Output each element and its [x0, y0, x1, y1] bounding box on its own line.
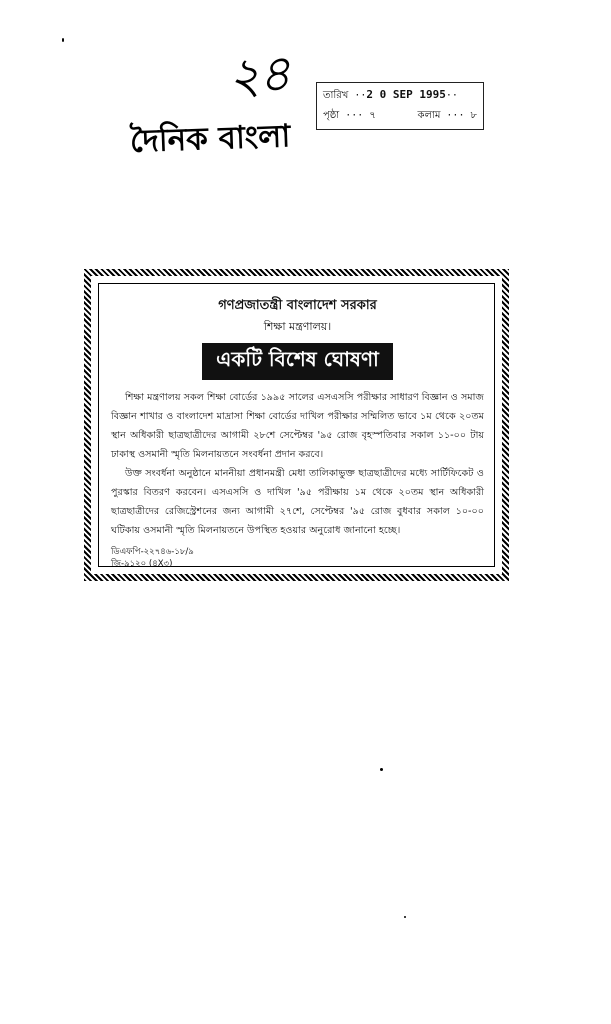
reference-code-2: জি-৯১২০ (৪X৩)	[111, 559, 173, 569]
ministry-heading: শিক্ষা মন্ত্রণালয়।	[263, 320, 332, 333]
date-stamp: তারিখ ··2 0 SEP 1995·· পৃষ্ঠা ··· ৭ কলাম ··· ৮	[316, 82, 484, 130]
notice-paragraph-1: শিক্ষা মন্ত্রণালয় সকল শিক্ষা বোর্ডের ১৯৯৫ সালের এসএসসি পরীক্ষার সাধারণ বিজ্ঞান ও সমাজ বিজ্ঞান শাখার ও বাংলাদেশ মাদ্রাসা শিক্ষা বোর্ডের দাখিল পরীক্ষার সম্মিলিত ভাবে ১ম থেকে ২০তম স্থান অধিকারী ছাত্রছাত্রীদের আগামী ২৮শে সেপ্টেম্বর '৯৫ রোজ বৃহস্পতিবার সকাল ১১-০০ টায় ঢাকাস্থ ওসমানী স্মৃতি মিলনায়তনে সংবর্ধনা প্রদান করবে।	[111, 392, 484, 460]
scan-speck	[404, 916, 406, 918]
stamp-date-label: তারিখ	[323, 90, 349, 101]
government-heading: গণপ্রজাতন্ত্রী বাংলাদেশ সরকার	[218, 298, 377, 313]
stamp-date: 2 0 SEP 1995	[366, 88, 446, 101]
notice-clipping	[84, 269, 509, 581]
scan-speck	[62, 38, 64, 42]
newspaper-masthead: দৈনিক বাংলা	[129, 118, 291, 160]
stamp-column: ৮	[470, 110, 477, 121]
reference-code-1: ডিএফপি-২২৭৪৬-১৮/৯	[111, 547, 194, 557]
page-number: ২৪	[225, 43, 291, 107]
notice-paragraph-2: উক্ত সংবর্ধনা অনুষ্ঠানে মাননীয়া প্রধানমন্ত্রী মেধা তালিকাভুক্ত ছাত্রছাত্রীদের মধ্যে সার্টিফিকেট ও পুরস্কার বিতরণ করবেন। এসএসসি ও দাখিল '৯৫ পরীক্ষায় ১ম থেকে ২০তম স্থান অধিকারী ছাত্রছাত্রীদের রেজিস্ট্রেশনের জন্য আগামী ২৭শে, সেপ্টেম্বর '৯৫ রোজ বুধবার সকাল ১০-০০ ঘটিকায় ওসমানী স্মৃতি মিলনায়তনে উপস্থিত হওয়ার অনুরোধ জানানো হচ্ছে।	[111, 468, 484, 536]
stamp-page: ৭	[369, 110, 376, 121]
notice-body	[98, 283, 495, 567]
stamp-page-label: পৃষ্ঠা	[323, 110, 340, 121]
stamp-column-label: কলাম	[417, 110, 441, 121]
scan-speck	[380, 768, 383, 771]
notice-title: একটি বিশেষ ঘোষণা	[202, 343, 393, 380]
